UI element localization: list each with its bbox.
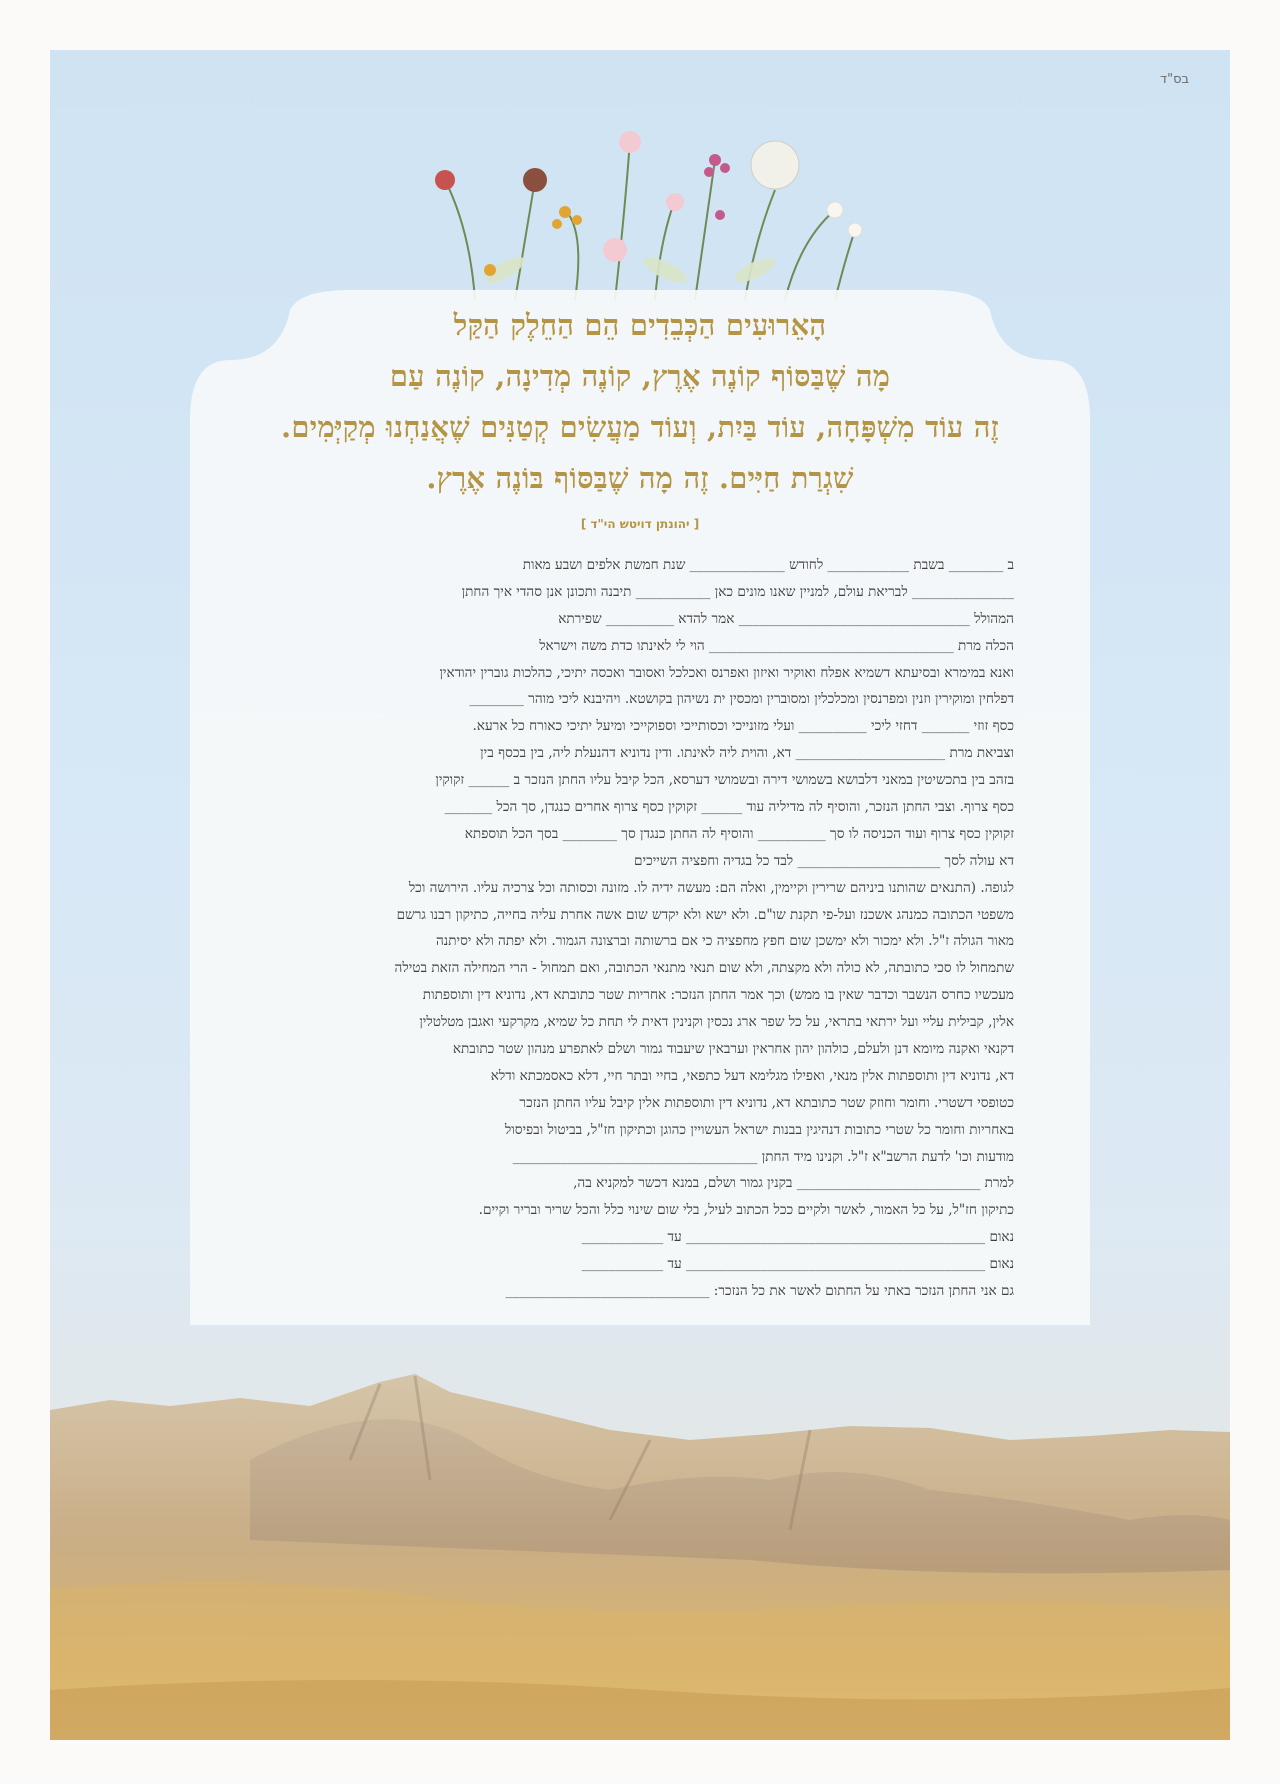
- ketubah-line: כסף זוזי _______ דחזי ליכי __________ ועלי מזונייכי וכסותייכי וספוקייכי ומיעל יתיכי כאורח כל ארעא.: [472, 718, 1014, 735]
- ketubah-line: כטופסי דשטרי. וחומר וחוזק שטר כתובתא דא, נדוניא דין ותוספתות אלין קיבל עליו החתן הנזכר: [519, 1094, 1014, 1111]
- ketubah-line: כסף צרוף. וצבי החתן הנזכר, והוסיף לה מדיליה עוד ______ זקוקין כסף צרוף אחרים כנגדן, סך הכל _______: [444, 799, 1014, 816]
- ketubah-line: _______________ לבריאת עולם, למניין שאנו מונים כאן ___________ תיבנה ותכונן אנן סהדי איך החתן: [461, 583, 1014, 600]
- ketubah-line: נאום ____________________________________________ עד ____________: [581, 1229, 1014, 1246]
- ketubah-line: המהולל __________________________________ אמר להדא __________ שפירתא: [558, 610, 1014, 627]
- ketubah-line: כתיקון חז"ל, על כל האמור, לאשר ולקיים ככל הכתוב לעיל, בלי שום שינוי כלל והכל שריר ובריר וקיים.: [478, 1202, 1014, 1219]
- poem-credit: [ יהונתן דויטש הי"ד ]: [580, 517, 700, 531]
- title-line-2: מָה שֶׁבַּסּוֹף קוֹנֶה אֶרֶץ, קוֹנֶה מְדִינָה, קוֹנֶה עַם: [389, 359, 891, 393]
- ketubah-line: דפלחין ומוקירין וזנין ומפרנסין ומכלכלין ומסוברין ומכסין ית נשיהון בקושטא. ויהיבנא ליכי מוהר ________: [469, 691, 1014, 708]
- ketubah-line: שתמחול לו סכי כתובתה, לא כולה ולא מקצתה, ולא שום תנאי מתנאי הכתובה, ואם תמחול - הרי המחילה הזאת בטילה: [394, 960, 1014, 977]
- ketubah-line: משפטי הכתובה כמנהג אשכנז ועל-פי תקנת שו"ם. ולא ישא ולא יקדש שום אשה אחרת עליה בחייה, כתיקון רבנו גרשם: [396, 906, 1014, 923]
- ketubah-line: בזהב בין בתכשיטין במאני דלבושא בשמושי דירה ובשמושי דערסא, הכל קיבל עליו החתן הנזכר ב ______ זקוקין: [435, 772, 1014, 789]
- ketubah-line: וצביאת מרת ______________________ דא, והוית ליה לאינתו. ודין נדוניא דהנעלת ליה, בין בכסף בין: [480, 745, 1014, 762]
- ketubah-line: ב ________ בשבת ____________ לחודש ______________ שנת חמשת אלפים ושבע מאות: [522, 557, 1014, 573]
- mountains-illustration: [50, 1370, 1230, 1740]
- ketubah-line: לגופה. (התנאים שהותנו ביניהם שרירין וקיימין, ואלה הם: מעשה ידיה לו. מזונה וכסותה וכל צרכיה עליו. הירושה וכל: [408, 879, 1014, 896]
- ketubah-line: דקנאי ואקנה מיומא דנן ולעלם, כולהון יהון אחראין וערבאין שיעבוד גמור ושלם לאתפרע מנהון שטר כתובתא: [452, 1041, 1014, 1058]
- title-line-1: הָאֵרוּעִים הַכְּבֵדִים הֵם הַחֵלֶק הַקַּל: [453, 308, 827, 342]
- ketubah-line: דא עולה לסך _____________________ לבד כל בגדיה וחפציה השייכים: [634, 852, 1014, 869]
- title-line-3: זֶה עוֹד מִשְׁפָּחָה, עוֹד בַּיִת, וְעוֹד מַעֲשִׂים קְטַנִּים שֶׁאֲנַחְנוּ מְקַיְּמִים.: [281, 410, 999, 444]
- wildflowers-illustration: [415, 120, 865, 300]
- ketubah-line: באחריות וחומר כל שטרי כתובות דנהיגין בבנות ישראל העשויין כהוגן וכתיקון חז"ל, בביטול ובפיסול: [504, 1121, 1014, 1138]
- ketubah-text: [262, 552, 1014, 1305]
- ketubah-line: מאור הגולה ז"ל. ולא ימכור ולא ימשכן שום חפץ מחפציה כי אם ברשותה וברצונה הגמור. ולא יפתה ולא יסיתנה: [435, 933, 1014, 950]
- title-line-4: שִׁגְרַת חַיִּים. זֶה מָה שֶׁבַּסּוֹף בּוֹנֶה אֶרֶץ.: [426, 461, 854, 495]
- ketubah-line: מעכשיו כחרס הנשבר וכדבר שאין בו ממש) וכך אמר החתן הנזכר: אחריות שטר כתובתא דא, נדוניא דין ותוספתות: [422, 987, 1014, 1004]
- ketubah-line: ואנא במימרא ובסיעתא דשמיא אפלח ואוקיר ואיזון ואפרנס ואכלכל ואסובר ואכסה יתיכי, כהלכות גוברין יהודאין: [439, 664, 1014, 681]
- poem-title: [222, 300, 1058, 504]
- ketubah-line: זקוקין כסף צרוף ועוד הכניסה לו סך __________ והוסיף לה החתן כנגדן סך ________ בסך הכל תוספתא: [464, 825, 1014, 842]
- ketubah-line: אלין, קבילית עליי ועל ירתאי בתראי, על כל שפר ארג נכסין וקנינין דאית לי תחת כל שמיא, מקרקעי ואגבן מטלטלין: [419, 1014, 1014, 1031]
- ketubah-line: מודעות וכו' לדעת הרשב"א ז"ל. וקנינו מיד החתן ____________________________________: [512, 1148, 1014, 1165]
- ketubah-line: דא, נדוניא דין ותוספתות אלין מנאי, ואפילו מגלימא דעל כתפאי, בחיי ובתר חיי, דלא כאסמכתא ודלא: [490, 1067, 1014, 1084]
- ketubah-line: נאום ____________________________________________ עד ____________: [581, 1256, 1014, 1273]
- ketubah-line: גם אני החתן הנזכר באתי על החתום לאשר את כל הנזכר: ______________________________: [505, 1283, 1014, 1300]
- ketubah-line: הכלה מרת ____________________________________ הוי לי לאינתו כדת משה וישראל: [539, 637, 1014, 654]
- ketubah-line: למרת ___________________________ בקנין גמור ושלם, במנא דכשר למקניא בה,: [573, 1175, 1014, 1192]
- bsd-mark: בס"ד: [1160, 72, 1190, 87]
